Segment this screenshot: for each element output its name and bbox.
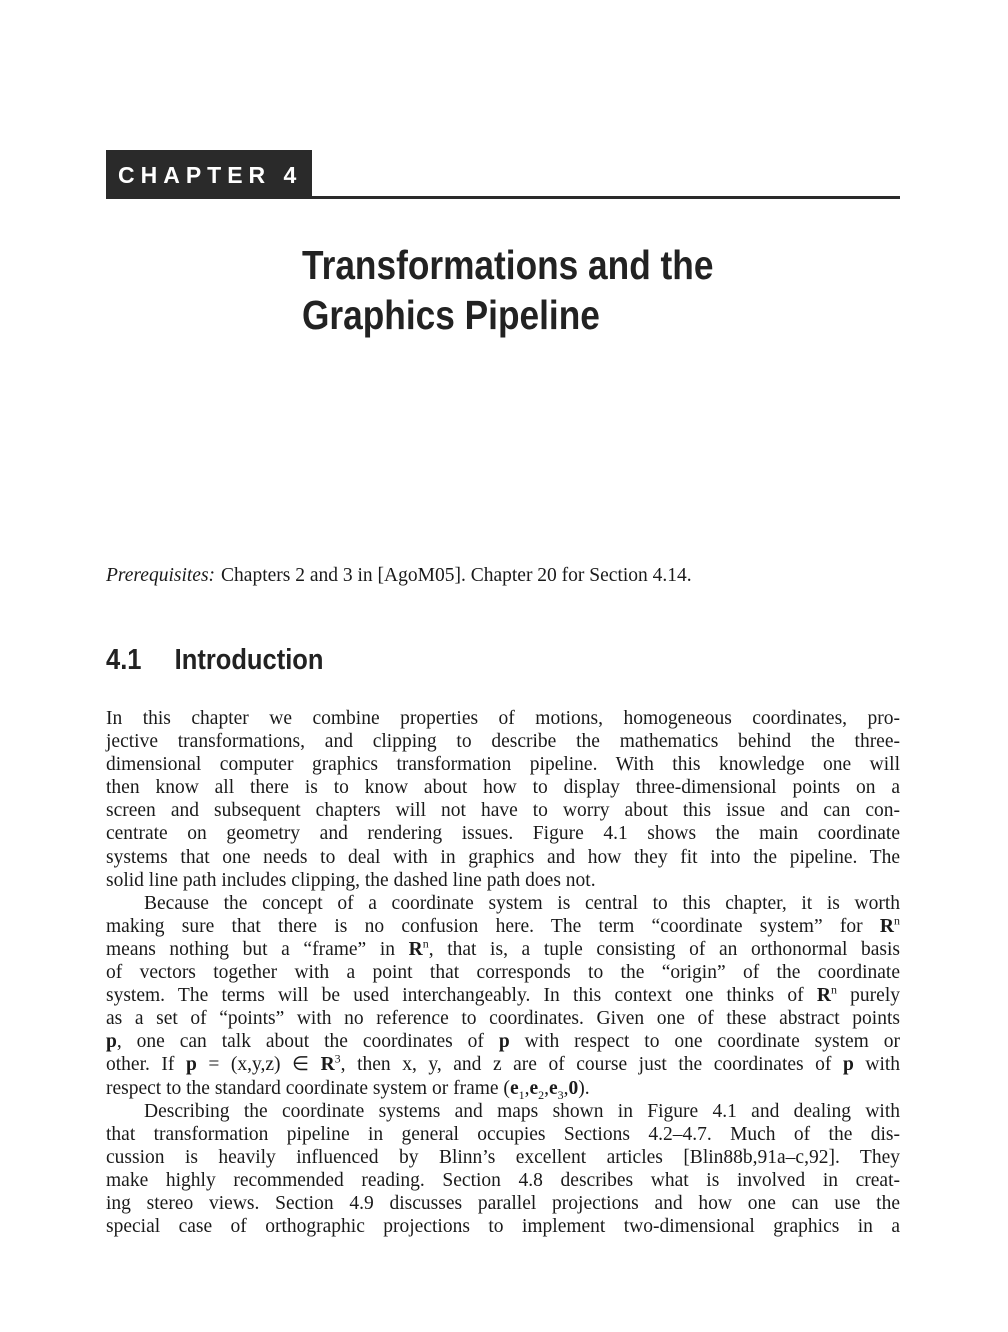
math-sup-3: 3 [334, 1051, 341, 1066]
math-p: p [842, 1054, 854, 1076]
math-p: p [498, 1031, 510, 1053]
chapter-title-line-2: Graphics Pipeline [302, 292, 600, 338]
text-line: systems that one needs to deal with in graphics and how they fit into the pipeline. The [106, 846, 900, 868]
text-line: screen and subsequent chapters will not have to worry about this issue and can con- [106, 800, 900, 822]
math-sup-n: n [830, 982, 837, 997]
math-p: p [106, 1031, 117, 1053]
prerequisites [106, 563, 692, 589]
text-line: of vectors together with a point that corresponds to the “origin” of the coordinate [106, 962, 900, 984]
text-line: Because the concept of a coordinate system is central to this chapter, it is worth [144, 892, 900, 914]
text-line: means nothing but a “frame” in $R^n$, that is, a tuple consisting of an orthonormal basis [106, 936, 901, 960]
text-line: that transformation pipeline in general occupies Sections 4.2–4.7. Much of the dis- [106, 1123, 900, 1145]
chapter-label: CHAPTER 4 [106, 150, 312, 198]
text-line: then know all there is to know about how to display three-dimensional points on a [106, 777, 900, 799]
text-line: system. The terms will be used interchangeably. In this context one thinks of $R^n$ purely [106, 982, 900, 1007]
text-line: respect to the standard coordinate system or frame $(e_1,e_2,e_3,0)$. [106, 1077, 590, 1102]
text-line: dimensional computer graphics transformation pipeline. With this knowledge one will [106, 754, 900, 776]
text-line: special case of orthographic projections to implement two-dimensional graphics in a [106, 1216, 900, 1238]
chapter-header [106, 150, 900, 200]
chapter-title [302, 240, 713, 340]
section-title: Introduction [174, 644, 324, 676]
text-line: jective transformations, and clipping to describe the mathematics behind the three- [106, 731, 900, 753]
chapter-title-line-1: Transformations and the [302, 242, 714, 288]
math-R: R [879, 915, 894, 937]
text-line: make highly recommended reading. Section 4.8 describes what is involved in creat- [106, 1169, 900, 1191]
chapter-rule [106, 196, 900, 199]
math-R: R [408, 938, 423, 960]
text-line: making sure that there is no confusion here. The term “coordinate system” for $R^n$ [106, 913, 900, 937]
math-R: R [816, 985, 831, 1007]
text-line: as a set of “points” with no reference to coordinates. Given one of these abstract points [106, 1008, 900, 1030]
section-heading [106, 640, 323, 680]
math-sup-n: n [422, 936, 429, 951]
text-line: In this chapter we combine properties of motions, homogeneous coordinates, pro- [106, 708, 900, 729]
text-line: solid line path includes clipping, the dashed line path does not. [106, 869, 596, 891]
math-R: R [320, 1054, 335, 1076]
text-line: p, one can talk about the coordinates of p with respect to one coordinate system or [106, 1031, 901, 1053]
text-line: centrate on geometry and rendering issues. Figure 4.1 shows the main coordinate [106, 823, 900, 845]
text-line: ing stereo views. Section 4.9 discusses parallel projections and how one can use the [106, 1192, 900, 1214]
text-line: other. If p = (x,y,z) ∈ $R^3$, then x, y, and z are of course just the coordinates of p with [106, 1051, 901, 1076]
prerequisites-text: Chapters 2 and 3 in [AgoM05]. Chapter 20 for Section 4.14. [221, 565, 692, 586]
text-line: Describing the coordinate systems and maps shown in Figure 4.1 and dealing with [144, 1100, 900, 1122]
math-p: p [185, 1054, 197, 1076]
math-sup-n: n [894, 913, 900, 928]
text-line: cussion is heavily influenced by Blinn’s excellent articles [Blin88b,91a–c,92]. They [106, 1146, 900, 1168]
section-number: 4.1 [106, 644, 142, 676]
body-text [106, 707, 900, 1238]
prerequisites-label: Prerequisites: [106, 565, 216, 586]
